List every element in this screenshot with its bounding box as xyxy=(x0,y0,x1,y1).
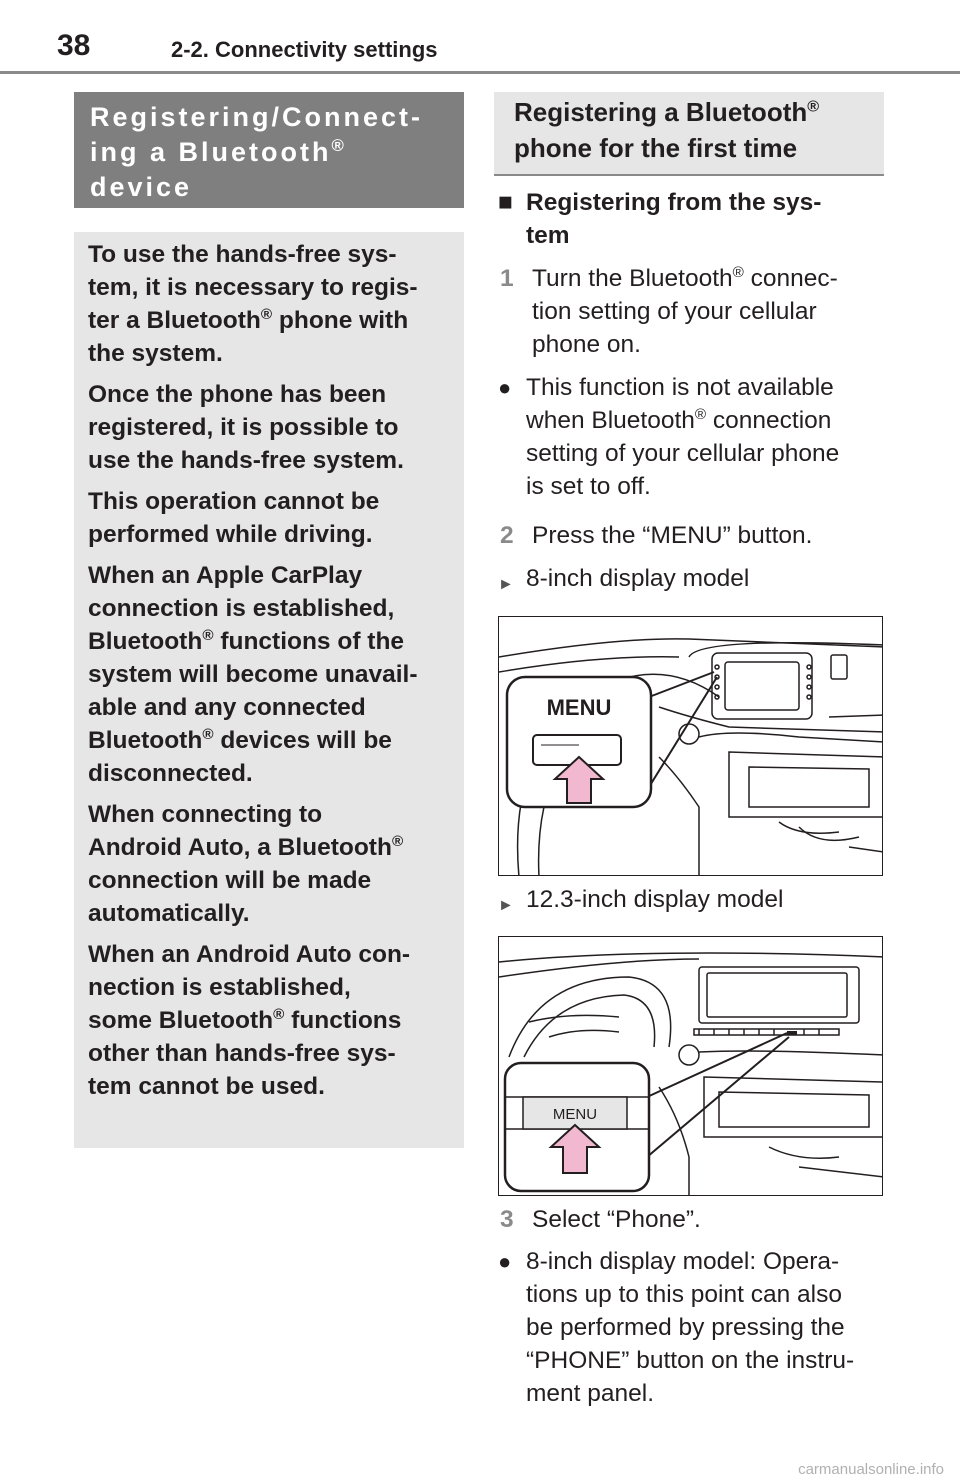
info-paragraph-1 xyxy=(88,238,450,370)
registered-mark: ® xyxy=(260,305,273,323)
step-1 xyxy=(500,262,890,361)
right-section-heading xyxy=(494,92,884,174)
right-heading-rule xyxy=(494,174,884,176)
text-line: 8-inch display model xyxy=(526,565,750,592)
text-line: To use the hands-free sys- xyxy=(88,241,397,268)
text-line: Registering from the sys- xyxy=(526,189,822,216)
text-line: tem xyxy=(526,222,570,249)
left-section-heading xyxy=(74,92,464,208)
text-line: Turn the Bluetooth xyxy=(532,265,733,292)
text-line: disconnected. xyxy=(88,760,253,787)
round-bullet-icon: ● xyxy=(498,1249,512,1274)
dashboard-illustration-8inch xyxy=(499,617,883,876)
dashboard-illustration-12inch xyxy=(499,937,883,1196)
subheading xyxy=(498,186,888,252)
text-line: devices will be xyxy=(213,727,392,754)
step-number: 2 xyxy=(500,522,514,549)
text-line: Press the “MENU” button. xyxy=(532,522,813,549)
text-line: use the hands-free system. xyxy=(88,447,404,474)
text-line: When an Android Auto con- xyxy=(88,941,411,968)
text-line: functions of the xyxy=(213,628,405,655)
text-line: registered, it is possible to xyxy=(88,414,399,441)
step-3 xyxy=(500,1203,890,1236)
step-number: 3 xyxy=(500,1206,514,1233)
bullet-note-2 xyxy=(498,1245,888,1410)
right-heading-line1-wrap xyxy=(514,94,864,130)
text-line: able and any connected xyxy=(88,694,366,721)
info-paragraph-5 xyxy=(88,798,450,930)
text-line: “PHONE” button on the instru- xyxy=(526,1347,855,1374)
text-line: Select “Phone”. xyxy=(532,1206,701,1233)
info-paragraph-4 xyxy=(88,559,450,790)
text-line: other than hands-free sys- xyxy=(88,1040,396,1067)
text-line: 8-inch display model: Opera- xyxy=(526,1248,840,1275)
text-line: connection will be made xyxy=(88,867,372,894)
text-line: ter a Bluetooth xyxy=(88,307,261,334)
triangle-bullet-icon: ► xyxy=(498,897,514,914)
registered-mark: ® xyxy=(202,725,214,743)
text-line: tem cannot be used. xyxy=(88,1073,325,1100)
text-line: Android Auto, a Bluetooth xyxy=(88,834,392,861)
text-line: When an Apple CarPlay xyxy=(88,562,363,589)
registered-mark: ® xyxy=(202,626,214,644)
section-title: 2-2. Connectivity settings xyxy=(171,37,438,62)
menu-button-label: MENU xyxy=(546,695,612,720)
registered-mark: ® xyxy=(807,97,820,116)
text-line: Bluetooth xyxy=(88,727,203,754)
text-line: 12.3-inch display model xyxy=(526,886,784,913)
text-line: phone with xyxy=(272,307,409,334)
text-line: ment panel. xyxy=(526,1380,655,1407)
info-paragraph-2 xyxy=(88,378,450,477)
text-line: performed while driving. xyxy=(88,521,373,548)
text-line: connec- xyxy=(743,265,838,292)
text-line: setting of your cellular phone xyxy=(526,440,840,467)
text-line: is set to off. xyxy=(526,473,651,500)
text-line: tem, it is necessary to regis- xyxy=(88,274,418,301)
registered-mark: ® xyxy=(391,832,404,850)
square-bullet-icon: ■ xyxy=(498,189,513,216)
text-line: when Bluetooth xyxy=(526,407,695,434)
triangle-bullet-icon: ► xyxy=(498,576,514,593)
header-rule xyxy=(0,71,960,74)
step-2 xyxy=(500,519,890,552)
right-heading-line1: Registering a Bluetooth xyxy=(514,97,808,127)
text-line: functions xyxy=(284,1007,402,1034)
right-heading-line2: phone for the first time xyxy=(514,133,798,163)
model-label-12inch xyxy=(498,883,888,916)
figure-12inch-dashboard xyxy=(498,936,883,1196)
registered-mark: ® xyxy=(732,263,744,281)
text-line: phone on. xyxy=(532,331,641,358)
text-line: some Bluetooth xyxy=(88,1007,274,1034)
info-paragraph-6 xyxy=(88,938,450,1103)
text-line: tions up to this point can also xyxy=(526,1281,842,1308)
text-line: tion setting of your cellular xyxy=(532,298,817,325)
registered-mark: ® xyxy=(273,1005,285,1023)
text-line: connection xyxy=(706,407,832,434)
left-heading-line2-wrap xyxy=(90,135,448,170)
left-heading-line2: ing a Bluetooth xyxy=(90,137,332,167)
text-line: Bluetooth xyxy=(88,628,203,655)
text-line: the system. xyxy=(88,340,223,367)
registered-mark: ® xyxy=(331,136,347,155)
info-box xyxy=(74,232,464,1148)
left-heading-line3: device xyxy=(90,172,193,202)
round-bullet-icon: ● xyxy=(498,375,512,400)
text-line: When connecting to xyxy=(88,801,323,828)
watermark-url: carmanualsonline.info xyxy=(798,1461,944,1478)
text-line: be performed by pressing the xyxy=(526,1314,845,1341)
step-number: 1 xyxy=(500,265,514,292)
menu-button-label: MENU xyxy=(552,1106,598,1123)
text-line: nection is established, xyxy=(88,974,351,1001)
left-heading-line1: Registering/Connect- xyxy=(90,102,424,132)
info-paragraph-3 xyxy=(88,485,450,551)
text-line: connection is established, xyxy=(88,595,395,622)
text-line: This function is not available xyxy=(526,374,834,401)
page-header xyxy=(0,0,960,76)
registered-mark: ® xyxy=(694,405,707,423)
bullet-note-1 xyxy=(498,371,888,503)
text-line: system will become unavail- xyxy=(88,661,418,688)
text-line: This operation cannot be xyxy=(88,488,380,515)
model-label-8inch xyxy=(498,562,888,595)
figure-8inch-dashboard xyxy=(498,616,883,876)
text-line: Once the phone has been xyxy=(88,381,387,408)
text-line: automatically. xyxy=(88,900,250,927)
page-number: 38 xyxy=(57,29,91,62)
